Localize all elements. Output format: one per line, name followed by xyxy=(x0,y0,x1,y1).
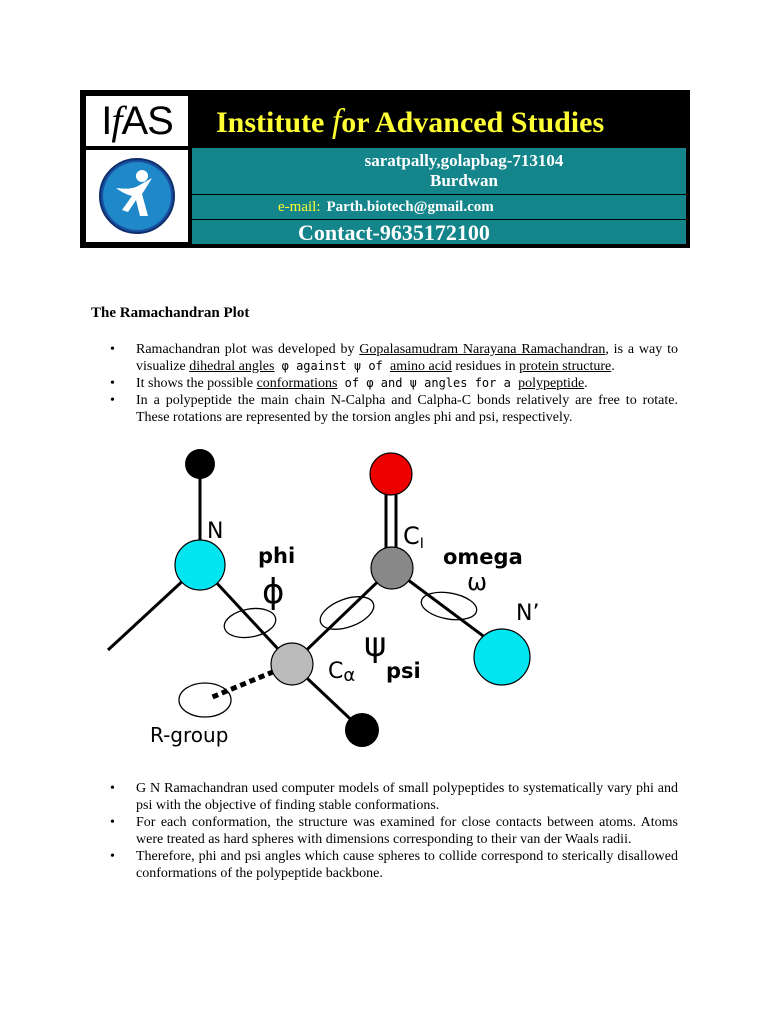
link-ramachandran[interactable]: Gopalasamudram Narayana Ramachandran xyxy=(359,342,606,357)
list-item: • G N Ramachandran used computer models of small polypeptides to systematically vary phi and psi with the objective of finding stable conformations. xyxy=(108,780,678,814)
link-dihedral-angles[interactable]: dihedral angles xyxy=(189,359,275,374)
carbon-atom xyxy=(371,547,413,589)
label-calpha: Cα xyxy=(328,659,356,686)
oxygen-atom xyxy=(370,453,412,495)
intro-bullet-list xyxy=(108,341,678,426)
email-row xyxy=(192,195,686,219)
link-conformations[interactable]: conformations xyxy=(256,376,338,391)
list-item: • It shows the possible conformations of φ and ψ angles for a polypeptide. xyxy=(108,375,678,392)
link-amino-acid[interactable]: amino acid xyxy=(390,359,452,374)
label-phi: phi xyxy=(258,544,296,568)
email-address[interactable]: Parth.biotech@gmail.com xyxy=(326,199,494,215)
label-r-group: R-group xyxy=(150,723,229,747)
h-atom-top xyxy=(185,449,215,479)
header-banner xyxy=(80,90,690,248)
label-omega: omega xyxy=(443,545,523,569)
conclusion-bullet-list xyxy=(108,780,678,882)
email-label: e-mail: xyxy=(278,199,321,215)
link-polypeptide[interactable]: polypeptide xyxy=(518,376,585,391)
n-prime-atom xyxy=(474,629,530,685)
calpha-atom xyxy=(271,643,313,685)
institute-title: Institute for Advanced Studies xyxy=(192,96,686,146)
symbol-psi: ψ xyxy=(364,625,387,665)
institute-emblem-icon xyxy=(86,150,188,242)
contact-number: Contact-9635172100 xyxy=(192,220,686,244)
label-n: N xyxy=(207,519,224,544)
ifas-logo: IfAS xyxy=(86,96,188,146)
symbol-phi: ϕ xyxy=(262,572,285,612)
nitrogen-atom xyxy=(175,540,225,590)
list-item: • In a polypeptide the main chain N-Calpha and Calpha-C bonds relatively are free to rotate. These rotations are represented by the torsion angles phi and psi, respectively. xyxy=(108,392,678,426)
symbol-omega: ω xyxy=(467,568,488,596)
address-block xyxy=(192,148,686,194)
address-line-1: saratpally,golapbag-713104 xyxy=(364,151,564,170)
torsion-angle-diagram xyxy=(100,440,660,760)
list-item: • Therefore, phi and psi angles which cause spheres to collide correspond to sterically disallowed conformations of the polypeptide backbone. xyxy=(108,848,678,882)
label-psi: psi xyxy=(386,659,421,683)
label-c: CI xyxy=(403,522,424,552)
h-atom-bottom xyxy=(345,713,379,747)
list-item: • Ramachandran plot was developed by Gopalasamudram Narayana Ramachandran, is a way to visualize dihedral angles φ against ψ of amino acid residues in protein structure. xyxy=(108,341,678,375)
label-n-prime: N’ xyxy=(516,601,540,626)
address-line-2: Burdwan xyxy=(429,171,499,190)
list-item: • For each conformation, the structure was examined for close contacts between atoms. Atoms were treated as hard spheres with dimensions corresponding to their van der Waals radii. xyxy=(108,814,678,848)
link-protein-structure[interactable]: protein structure xyxy=(519,359,612,374)
section-title: The Ramachandran Plot xyxy=(91,305,250,321)
